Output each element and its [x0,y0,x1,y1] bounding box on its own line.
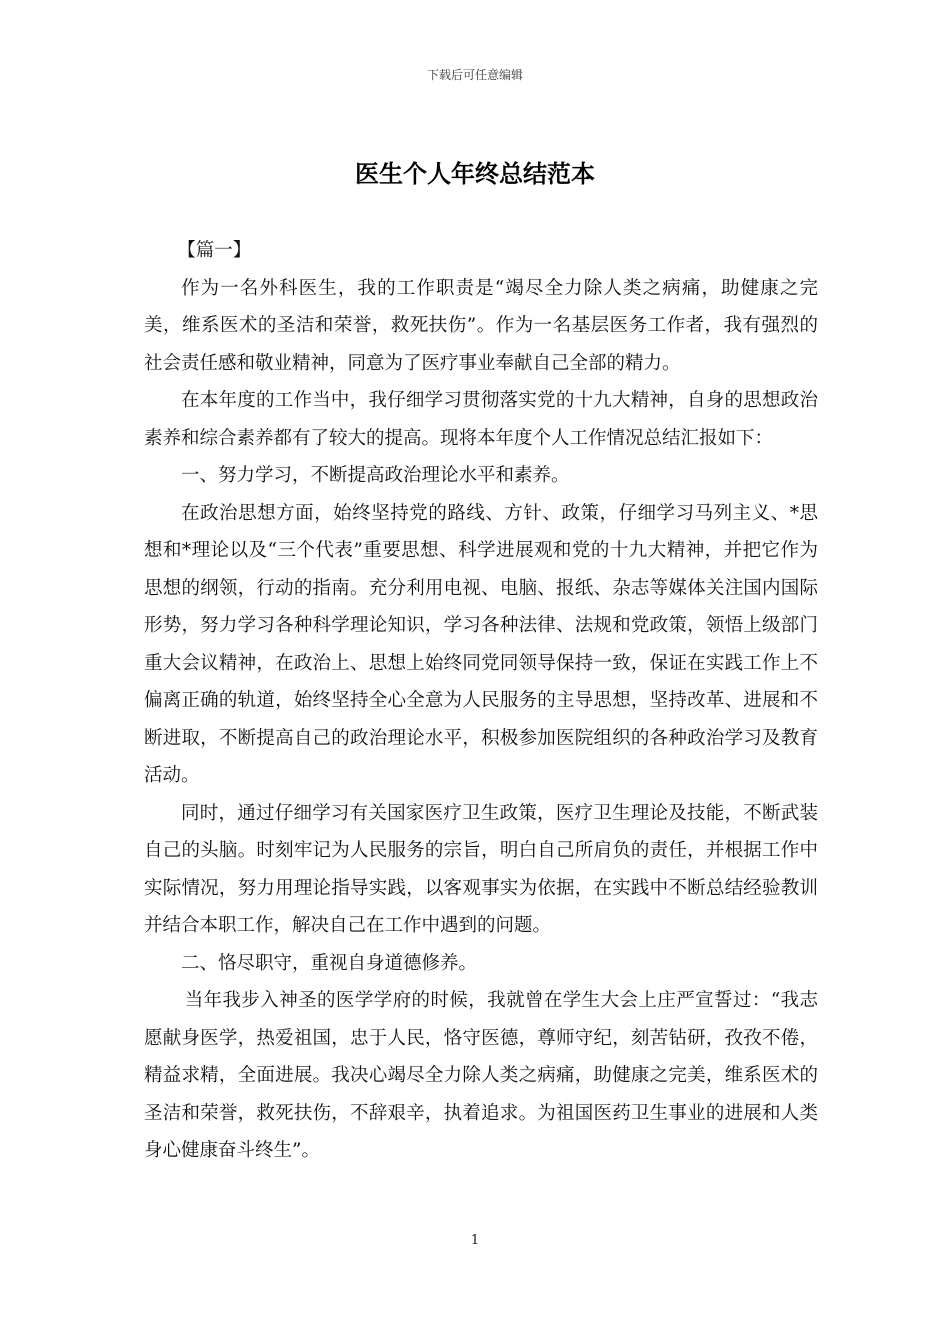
body-paragraph: 当年我步入神圣的医学学府的时候，我就曾在学生大会上庄严宣誓过：“我志愿献身医学，热爱祖国，忠于人民，恪守医德，尊师守纪，刻苦钻研，孜孜不倦，精益求精，全面进展。我决心竭尽全力除人类之病痛，助健康之完美，维系医术的圣洁和荣誉，救死扶伤，不辞艰辛，执着追求。为祖国医药卫生事业的进展和人类身心健康奋斗终生”。 [144,990,818,1161]
header-note: 下载后可任意编辑 [426,68,523,82]
body-paragraph: 在政治思想方面，始终坚持党的路线、方针、政策，仔细学习马列主义、*思想和*理论以及“三个代表”重要思想、科学进展观和党的十九大精神，并把它作为思想的纲领，行动的指南。充分利用电视、电脑、报纸、杂志等媒体关注国内国际形势，努力学习各种科学理论知识，学习各种法律、法规和党政策，领悟上级部门重大会议精神，在政治上、思想上始终同党同领导保持一致，保证在实践工作上不偏离正确的轨道，始终坚持全心全意为人民服务的主导思想，坚持改革、进展和不断进取，不断提高自己的政治理论水平，积极参加医院组织的各种政治学习及教育活动。 [144,502,818,786]
section-label: 【篇一】 [177,240,252,261]
section-heading: 一、努力学习，不断提高政治理论水平和素养。 [181,465,570,486]
body-paragraph: 作为一名外科医生，我的工作职责是“竭尽全力除人类之病痛，助健康之完美，维系医术的圣洁和荣誉，救死扶伤”。作为一名基层医务工作者，我有强烈的社会责任感和敬业精神，同意为了医疗事业奉献自己全部的精力。 [144,277,818,374]
document-title: 医生个人年终总结范本 [355,159,595,188]
body-paragraph: 同时，通过仔细学习有关国家医疗卫生政策，医疗卫生理论及技能，不断武装自己的头脑。时刻牢记为人民服务的宗旨，明白自己所肩负的责任，并根据工作中实际情况，努力用理论指导实践，以客观事实为依据，在实践中不断总结经验教训并结合本职工作，解决自己在工作中遇到的问题。 [144,802,818,936]
body-paragraph: 在本年度的工作当中，我仔细学习贯彻落实党的十九大精神，自身的思想政治素养和综合素养都有了较大的提高。现将本年度个人工作情况总结汇报如下： [144,390,818,449]
page-number: 1 [470,1233,480,1248]
section-heading: 二、恪尽职守，重视自身道德修养。 [181,952,478,974]
document-body [144,232,818,1170]
